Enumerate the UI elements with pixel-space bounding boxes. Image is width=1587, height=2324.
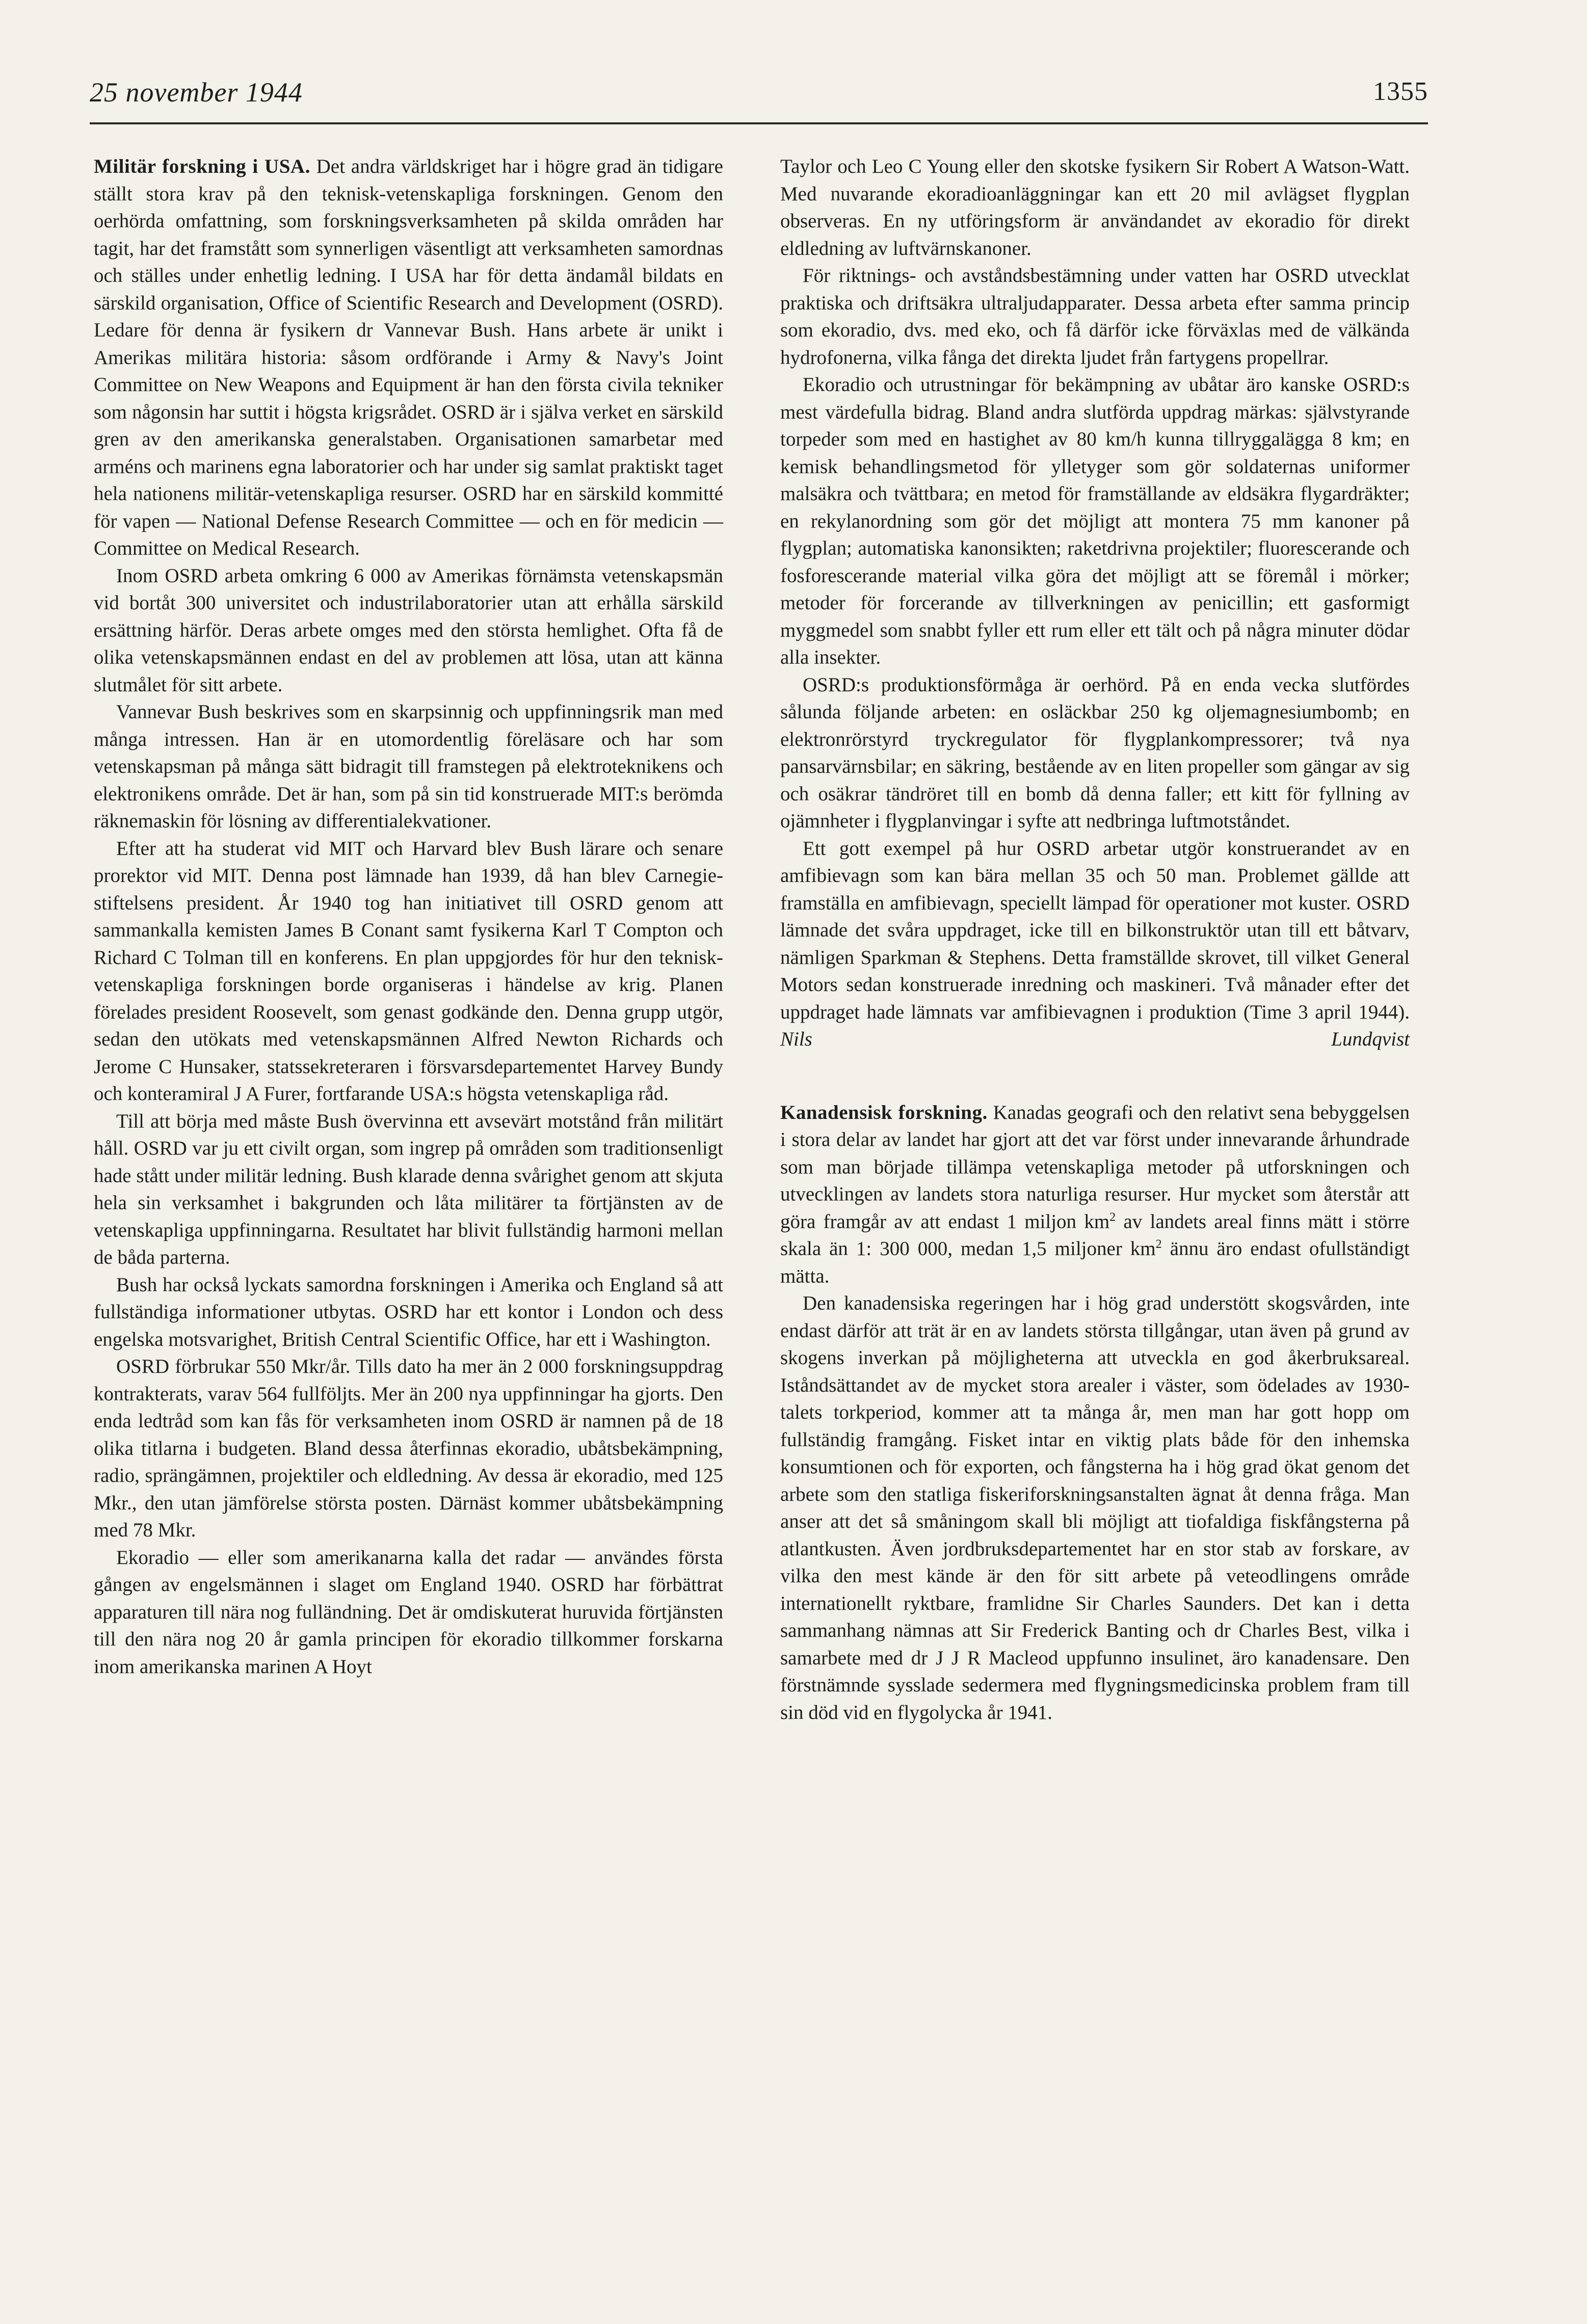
article2-title: Kanadensisk forskning. [780,1101,988,1124]
article1-paragraph: Ekoradio och utrustningar för bekämpning av ubåtar äro kanske OSRD:s mest värdefulla bidrag. Bland andra slutförda uppdrag märkas: självstyrande torpeder som med en hastighet av 80 km/h kunna tillryggalägga 8 km; en kemisk behandlingsmetod för ylletyger som gör soldaternas uniformer malsäkra och tvättbara; en metod för framställande av eldsäkra flygardräkter; en rekylanordning som gör det möjligt att montera 75 mm kanoner på flygplan; automatiska kanonsikten; raketdrivna projektiler; fluorescerande och fosforescerande material vilka göra det möjligt att se föremål i mörker; metoder för forcerande av tillverkningen av penicillin; ett gasformigt myggmedel som snabbt fyller ett rum eller ett tält och på några minuter dödar alla insekter. [780,374,1410,668]
article1-paragraph: OSRD förbrukar 550 Mkr/år. Tills dato ha mer än 2 000 forskningsuppdrag kontrakterats, varav 564 fullföljts. Mer än 200 nya uppfinningar ha gjorts. Den enda ledtråd som kan fås för verksamheten inom OSRD är namnen på de 18 olika titlarna i budgeten. Bland dessa återfinnas ekoradio, ubåtsbekämpning, radio, sprängämnen, projektiler och eldledning. Av dessa är ekoradio, med 125 Mkr., den utan jämförelse största posten. Därnäst kommer ubåtsbekämpning med 78 Mkr. [94,1355,723,1541]
article2-lead-text-2: av landets areal finns mätt i större skala än 1: 300 000, medan 1,5 miljoner km [780,1210,1410,1260]
article2-lead-paragraph [780,1099,1410,1290]
header-date: 25 november 1944 [90,77,303,108]
article1-last-text: Ett gott exempel på hur OSRD arbetar utgör konstruerandet av en amfibievagn som kan bära mellan 35 och 50 man. Problemet gällde att framställa en amfibievagn, speciellt lämpad för operationer mot kuster. OSRD lämnade det svåra uppdraget, icke till en bilkonstruktör utan till ett båtvarv, nämligen Sparkman & Stephens. Detta framställde skrovet, till vilket General Motors sedan konstruerade inredning och maskineri. Två månader efter det uppdraget hade lämnats var amfibievagnen i produktion (Time 3 april 1944). [780,837,1410,1023]
page-number: 1355 [1373,77,1428,106]
article1-paragraph: Vannevar Bush beskrives som en skarpsinnig och uppfinningsrik man med många intressen. Han är en utomordentlig föreläsare och har som vetenskapsman på många sätt bidragit till framstegen på elektroteknikens och elektronikens område. Det är han, som på sin tid konstruerade MIT:s berömda räknemaskin för lösning av differentialekvationer. [94,701,723,832]
article1-paragraph: Efter att ha studerat vid MIT och Harvard blev Bush lärare och senare prorektor vid MIT. Denna post lämnade han 1939, då han blev Carnegie-stiftelsens president. År 1940 tog han initiativet till OSRD genom att sammankalla kemisten James B Conant samt fysikerna Karl T Compton och Richard C Tolman till en konferens. En plan uppgjordes för hur den teknisk-vetenskapliga forskningen borde organiseras i händelse av krig. Planen förelades president Roosevelt, som genast godkände den. Denna grupp utgör, sedan den utökats med vetenskapsmännen Alfred Newton Richards och Jerome C Hunsaker, statssekreteraren i försvarsdepartementet Harvey Bundy och konteramiral J A Furer, fortfarande USA:s högsta vetenskapliga råd. [94,837,723,1105]
superscript: 2 [1155,1238,1162,1251]
article1-signature: Nils Lundqvist [780,1028,1410,1050]
article2-lead-text-1: Kanadas geografi och den relativt sena bebyggelsen i stora delar av landet har gjort att det var först under innevarande århundrade som man började tillämpa vetenskapliga metoder på utforskningen och utvecklingen av landets stora naturliga resurser. Hur mycket som återstår att göra framgår av att endast 1 miljon km [780,1101,1410,1233]
header-rule [90,122,1428,124]
superscript: 2 [1109,1210,1116,1224]
article1-paragraph: För riktnings- och avståndsbestämning under vatten har OSRD utvecklat praktiska och driftsäkra ultraljudapparater. Dessa arbeta efter samma princip som ekoradio, dvs. med eko, och få därför icke förväxlas med de välkända hydrofonerna, vilka fånga det direkta ljudet från fartygens propellrar. [780,265,1410,369]
article1-lead-text: Det andra världskriget har i högre grad än tidigare ställt stora krav på den teknisk-vetenskapliga forskningen. Genom den oerhörda omfattning, som forskningsverksamheten på skilda områden har tagit, har det framstått som synnerligen väsentligt att verksamheten samordnas och ställes under enhetlig ledning. I USA har för detta ändamål bildats en särskild organisation, Office of Scientific Research and Development (OSRD). Ledare för denna är fysikern dr Vannevar Bush. Hans arbete är unikt i Amerikas militära historia: såsom ordförande i Army & Navy's Joint Committee on New Weapons and Equipment är han den första civila tekniker som någonsin har suttit i högsta krigsrådet. OSRD är i själva verket en särskild gren av den amerikanska generalstaben. Organisationen samarbetar med arméns och marinens egna laboratorier och har under sig samlat praktiskt taget hela nationens militär-vetenskapliga resurser. OSRD har en särskild kommitté för vapen — National Defense Research Committee — och en för medicin — Committee on Medical Research. [94,155,723,559]
article1-last-paragraph [780,835,1410,1053]
article2-lead-text-3: ännu äro endast ofullständigt mätta. [780,1238,1410,1287]
article1-continuation: Taylor och Leo C Young eller den skotske fysikern Sir Robert A Watson-Watt. Med nuvarande ekoradioanläggningar kan ett 20 mil avlägset flygplan observeras. En ny utföringsform är användandet av ekoradio för direkt eldledning av luftvärnskanoner. [780,155,1410,259]
article1-paragraph: Bush har också lyckats samordna forskningen i Amerika och England så att fullständiga informationer utbytas. OSRD har ett kontor i London och dess engelska motsvarighet, British Central Scientific Office, har ett i Washington. [94,1273,723,1350]
article1-paragraph: Ekoradio — eller som amerikanarna kalla det radar — användes första gången av engelsmännen i slaget om England 1940. OSRD har förbättrat apparaturen till nära nog fulländning. Det är omdiskuterat huruvida förtjänsten till den nära nog 20 år gamla principen för ekoradio tillkommer forskarna inom amerikanska marinen A Hoyt [94,1546,723,1678]
page-header [90,76,1428,122]
article1-paragraph: Till att börja med måste Bush övervinna ett avsevärt motstånd från militärt håll. OSRD var ju ett civilt organ, som ingrep på områden som traditionsenligt hade stått under militär ledning. Bush klarade denna svårighet genom att skjuta hela sin verksamhet i bakgrunden och låta militärer ta förtjänsten av de vetenskapliga uppfinningarna. Resultatet har blivit fullständig harmoni mellan de båda parterna. [94,1110,723,1268]
article1-paragraph: OSRD:s produktionsförmåga är oerhörd. På en enda vecka slutfördes sålunda följande arbeten: en osläckbar 250 kg oljemagnesiumbomb; en elektronrörstyrd tryckregulator för flygplankompressorer; två nya pansarvärnsbilar; en säkring, bestående av en liten propeller som gängar av sig och osäkrar tändröret till en bomb då denna faller; ett kitt för fyllning av ojämnheter i flygplanvingar i syfte att nedbringa luftmotståndet. [780,673,1410,832]
article1-paragraph: Inom OSRD arbeta omkring 6 000 av Amerikas förnämsta vetenskapsmän vid bortåt 300 universitet och industrilaboratorier utan att erhålla särskild ersättning härför. Deras arbete omges med den största hemlighet. Ofta få de olika vetenskapsmännen endast en del av problemen att lösa, utan att känna slutmålet för sitt arbete. [94,564,723,696]
right-column [780,153,1410,1726]
left-column [94,153,723,1680]
article-separator [780,1053,1410,1099]
article1-title: Militär forskning i USA. [94,155,310,177]
article1-lead-paragraph [94,153,723,562]
article2-paragraph: Den kanadensiska regeringen har i hög grad understött skogsvården, inte endast därför att trät är en av landets största tillgångar, utan även på grund av skogens inverkan på möjligheterna att utveckla en god åkerbruksareal. Iståndsättandet av de mycket stora arealer i väster, som ödelades av 1930-talets torkperiod, kommer att ta många år, men man har gott hopp om fullständig framgång. Fisket intar en viktig plats både för den inhemska konsumtionen och för exporten, och fångsterna ha i hög grad ökat genom det arbete som den statliga fiskeriforskningsanstalten ägnat åt denna fråga. Man anser att det så småningom skall bli möjligt att tiofaldiga fiskfångsterna på atlantkusten. Även jordbruksdepartementet har en stor stab av forskare, av vilka den mest kände är den för sitt arbete på veteodlingens område internationellt ryktbare, framlidne Sir Charles Saunders. Det kan i detta sammanhang nämnas att Sir Frederick Banting och dr Charles Best, vilka i samarbete med dr J J R Macleod uppfunno insulinet, äro kanadensare. Den förstnämnde sysslade sedermera med flygningsmedicinska problem fram till sin död vid en flygolycka år 1941. [780,1292,1410,1724]
